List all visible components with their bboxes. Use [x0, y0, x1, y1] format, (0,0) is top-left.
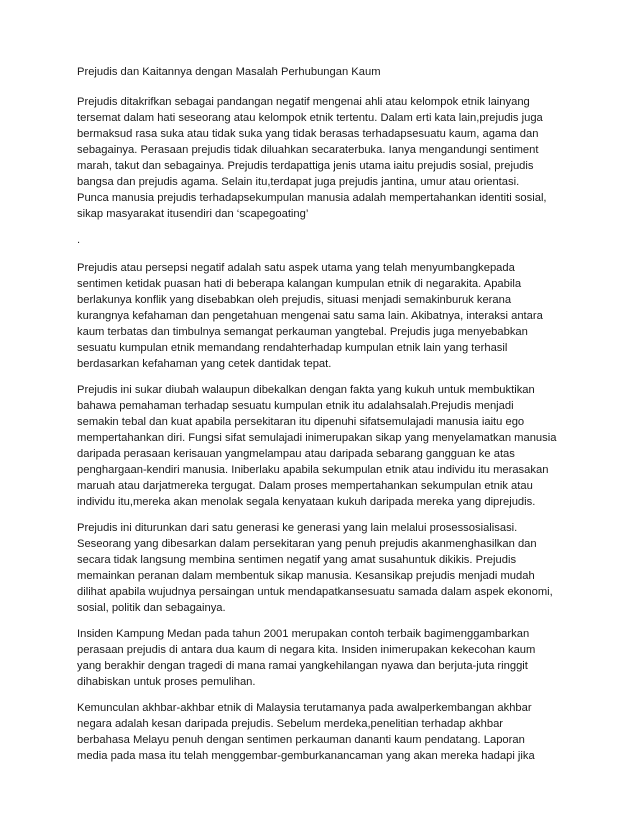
document-title: Prejudis dan Kaitannya dengan Masalah Perhubungan Kaum: [77, 66, 381, 78]
document-page: [77, 64, 557, 774]
text-line: bahawa pemahaman terhadap sesuatu kumpulan etnik itu adalahsalah.Prejudis menjadi: [77, 400, 514, 412]
text-line: marah, takut dan sebagainya. Prejudis terdapattiga jenis utama iaitu prejudis sosial, prejudis: [77, 160, 534, 172]
paragraph-2: [77, 260, 549, 372]
text-line: dilihat apabila wujudnya persaingan untuk mendapatkansesuatu samada dalam aspek ekonomi,: [77, 586, 553, 598]
text-line: Kemunculan akhbar-akhbar etnik di Malaysia terutamanya pada awalperkembangan akhbar: [77, 702, 532, 714]
text-line: memainkan peranan dalam membentuk sikap manusia. Kesansikap prejudis menjadi mudah: [77, 570, 535, 582]
text-line: mempertahankan diri. Fungsi sifat semulajadi inimerupakan sikap yang menyelamatkan manusia: [77, 432, 557, 444]
text-line: Prejudis ini diturunkan dari satu generasi ke generasi yang lain melalui prosessosialisasi.: [77, 522, 518, 534]
text-line: semakin tebal dan kuat apabila persekitaran itu dipenuhi sifatsemulajadi manusia iaitu ego: [77, 416, 525, 428]
paragraph-6: [77, 700, 549, 764]
text-line: Prejudis ini sukar diubah walaupun dibekalkan dengan fakta yang kukuh untuk membuktikan: [77, 384, 535, 396]
text-line: Punca manusia prejudis terhadapsekumpulan manusia adalah mempertahankan identiti sosial,: [77, 192, 547, 204]
paragraph-3: [77, 382, 557, 510]
text-line: kaum terbatas dan timbulnya semangat perkauman yangtebal. Prejudis juga menyebabkan: [77, 326, 528, 338]
text-line: Insiden Kampung Medan pada tahun 2001 merupakan contoh terbaik bagimenggambarkan: [77, 628, 530, 640]
text-line: secara tidak langsung membina sentimen negatif yang amat susahuntuk dikikis. Prejudis: [77, 554, 517, 566]
text-line: berdasarkan kefahaman yang cetek dantidak tepat.: [77, 358, 332, 370]
separator-dot: .: [77, 234, 81, 246]
text-line: penghargaan-kendiri manusia. Iniberlaku apabila sekumpulan etnik atau individu itu merasakan: [77, 464, 549, 476]
text-line: maruah atau darjatmereka tergugat. Dalam proses mempertahankan sekumpulan etnik atau: [77, 480, 533, 492]
text-line: daripada perasaan kerisauan yangmelampau atau daripada sebarang gangguan ke atas: [77, 448, 515, 460]
text-line: Prejudis ditakrifkan sebagai pandangan negatif mengenai ahli atau kelompok etnik lainyang: [77, 96, 530, 108]
text-line: Seseorang yang dibesarkan dalam persekitaran yang penuh prejudis akanmenghasilkan dan: [77, 538, 537, 550]
text-line: yang berakhir dengan tragedi di mana ramai yangkehilangan nyawa dan berjuta-juta ringgit: [77, 660, 528, 672]
text-line: sikap masyarakat itusendiri dan ‘scapegoating’: [77, 208, 309, 220]
text-line: bermaksud rasa suka atau tidak suka yang tidak berasas terhadapsesuatu kaum, agama dan: [77, 128, 539, 140]
text-line: kurangnya kefahaman dan pengetahuan mengenai satu sama lain. Akibatnya, interaksi antara: [77, 310, 543, 322]
text-line: Prejudis atau persepsi negatif adalah satu aspek utama yang telah menyumbangkepada: [77, 262, 515, 274]
text-line: berbahasa Melayu penuh dengan sentimen perkauman dananti kaum pendatang. Laporan: [77, 734, 525, 746]
text-line: sesuatu kumpulan etnik memandang rendahterhadap kumpulan etnik lain yang terhasil: [77, 342, 508, 354]
paragraph-5: [77, 626, 549, 690]
text-line: sebagainya. Perasaan prejudis tidak diluahkan secaraterbuka. Ianya mengandungi sentiment: [77, 144, 539, 156]
text-line: sosial, politik dan sebagainya.: [77, 602, 226, 614]
text-line: bangsa dan prejudis agama. Selain itu,terdapat juga prejudis jantina, umur atau orientasi.: [77, 176, 520, 188]
text-line: negara adalah kesan daripada prejudis. Sebelum merdeka,penelitian terhadap akhbar: [77, 718, 504, 730]
paragraph-4: [77, 520, 553, 616]
text-line: berlakunya konflik yang disebabkan oleh prejudis, situasi menjadi semakinburuk kerana: [77, 294, 512, 306]
text-line: individu itu,mereka akan menolak segala kenyataan kukuh daripada mereka yang diprejudis.: [77, 496, 536, 508]
text-line: media pada masa itu telah menggembar-gemburkanancaman yang akan mereka hadapi jika: [77, 750, 535, 762]
paragraph-1: [77, 94, 549, 222]
text-line: sentimen ketidak puasan hati di beberapa kalangan kumpulan etnik di negarakita. Apabila: [77, 278, 522, 290]
text-line: dihabiskan untuk proses pemulihan.: [77, 676, 256, 688]
text-line: perasaan prejudis di antara dua kaum di negara kita. Insiden inimerupakan kekecohan kaum: [77, 644, 536, 656]
text-line: tersemat dalam hati seseorang atau kelompok etnik tertentu. Dalam erti kata lain,prejudis juga: [77, 112, 543, 124]
